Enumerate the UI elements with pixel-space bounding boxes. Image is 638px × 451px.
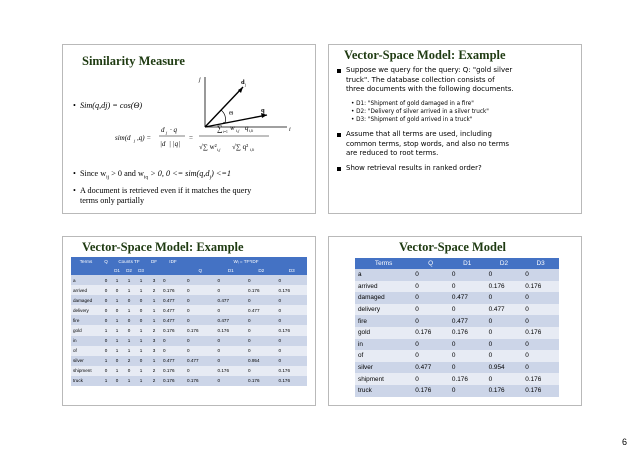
table-cell: 0: [412, 315, 449, 327]
table-cell: damaged: [71, 295, 101, 305]
table-cell: fire: [355, 315, 412, 327]
table-cell: of: [355, 350, 412, 362]
col-d2: D2: [123, 266, 135, 275]
table-cell: 0: [216, 356, 247, 366]
table-row: [71, 336, 307, 346]
table-row: [71, 275, 307, 285]
table-cell: 0: [486, 315, 523, 327]
table-cell: 0.477: [449, 292, 486, 304]
table-cell: 0.477: [412, 362, 449, 374]
table-cell: 0: [522, 339, 559, 351]
table-cell: 0.477: [161, 315, 185, 325]
table-cell: 0: [216, 305, 247, 315]
table-cell: 0: [449, 281, 486, 293]
table-cell: 0.176: [161, 285, 185, 295]
table-row: [71, 295, 307, 305]
table-cell: 0.176: [522, 373, 559, 385]
table-cell: 0: [216, 376, 247, 386]
table-cell: 0: [135, 305, 147, 315]
column-header: D3: [522, 258, 559, 269]
table-cell: truck: [355, 385, 412, 397]
svg-text:,q) =: ,q) =: [137, 134, 152, 142]
table-cell: 0.176: [161, 376, 185, 386]
table-cell: 1: [123, 376, 135, 386]
table-cell: arrived: [71, 285, 101, 295]
table-cell: 1: [147, 305, 161, 315]
table-cell: 0.176: [161, 325, 185, 335]
table-cell: 0.176: [216, 366, 247, 376]
doc-d3: • D3: "Shipment of gold arrived in a truck": [351, 117, 473, 123]
show-results-paragraph: Show retrieval results in ranked order?: [346, 164, 482, 172]
table-cell: 1: [111, 275, 123, 285]
table-cell: 1: [101, 356, 111, 366]
table-cell: 1: [123, 275, 135, 285]
vector-d-sub: j: [245, 82, 247, 87]
table-cell: shipment: [355, 373, 412, 385]
table-cell: 1: [123, 305, 135, 315]
table-row: [71, 325, 307, 335]
table-cell: 0: [246, 275, 277, 285]
table-cell: 0.477: [216, 295, 247, 305]
table-cell: 0: [246, 366, 277, 376]
table-cell: 0: [277, 356, 308, 366]
cosine-formula: [115, 118, 315, 164]
table-cell: 0.954: [246, 356, 277, 366]
table-cell: 0: [123, 295, 135, 305]
table-cell: a: [355, 269, 412, 281]
query-paragraph: Suppose we query for the query: Q: "gold silver truck". The database collection consists of three documents with the following documents.: [346, 66, 514, 94]
table-row: [71, 366, 307, 376]
table-cell: 0: [412, 350, 449, 362]
table-cell: 0.176: [185, 325, 216, 335]
table-cell: 0: [101, 285, 111, 295]
table-cell: 0: [111, 285, 123, 295]
table-cell: 0.176: [161, 366, 185, 376]
table-cell: gold: [71, 325, 101, 335]
table-cell: 0.477: [449, 315, 486, 327]
table-row: [355, 327, 559, 339]
table-cell: 0: [185, 305, 216, 315]
table-row: [355, 304, 559, 316]
table-row: [355, 385, 559, 397]
svg-text:i,j: i,j: [236, 128, 240, 133]
table-cell: 1: [135, 275, 147, 285]
table-cell: 1: [111, 325, 123, 335]
vector-d-label: d: [241, 79, 245, 86]
table-cell: 1: [111, 295, 123, 305]
table-cell: 3: [147, 275, 161, 285]
table-cell: 1: [135, 325, 147, 335]
table-cell: 0: [111, 356, 123, 366]
table-cell: 0.176: [412, 327, 449, 339]
table-cell: silver: [71, 356, 101, 366]
svg-text:n: n: [223, 121, 225, 125]
table-cell: 0: [216, 336, 247, 346]
table-cell: 0: [123, 315, 135, 325]
table-row: [355, 350, 559, 362]
table-cell: 0: [522, 304, 559, 316]
table-cell: 1: [111, 336, 123, 346]
table-cell: 0: [486, 373, 523, 385]
table-cell: 0.176: [412, 385, 449, 397]
table-cell: 0.176: [522, 327, 559, 339]
table-cell: 0: [101, 366, 111, 376]
slide-title: Vector-Space Model: [399, 240, 507, 254]
table-cell: 0.176: [277, 376, 308, 386]
table-cell: 0: [449, 362, 486, 374]
table-cell: 0.176: [277, 285, 308, 295]
table-cell: arrived: [355, 281, 412, 293]
table-cell: 0: [161, 275, 185, 285]
table-cell: 0: [412, 304, 449, 316]
table-cell: 0: [246, 315, 277, 325]
table-cell: 0: [277, 315, 308, 325]
table-cell: damaged: [355, 292, 412, 304]
table-cell: 0: [277, 305, 308, 315]
col-wd3: D3: [277, 266, 308, 275]
svg-text:|d: |d: [160, 140, 166, 148]
svg-text:=: =: [189, 134, 193, 142]
retrieved-bullet: • A document is retrieved even if it matches the query: [73, 186, 252, 195]
table-cell: 0: [135, 356, 147, 366]
page-number: 6: [622, 437, 628, 447]
table-cell: in: [71, 336, 101, 346]
table-cell: 1: [135, 376, 147, 386]
square-bullet: [337, 167, 341, 171]
table-cell: 1: [147, 356, 161, 366]
square-bullet: [337, 69, 341, 73]
col-idf: IDF: [161, 257, 185, 266]
table-cell: 0: [522, 350, 559, 362]
doc-d2: • D2: "Delivery of silver arrived in a silver truck": [351, 109, 489, 115]
col-d1: D1: [111, 266, 123, 275]
table-cell: 0: [246, 346, 277, 356]
table-row: [355, 362, 559, 374]
table-cell: 0.477: [216, 315, 247, 325]
column-header: D1: [449, 258, 486, 269]
assume-paragraph: Assume that all terms are used, including common terms, stop words, and also no terms are reduced to root terms.: [346, 130, 510, 158]
table-cell: 0: [522, 269, 559, 281]
table-cell: a: [71, 275, 101, 285]
table-row: [355, 339, 559, 351]
table-row: [355, 315, 559, 327]
table-cell: 0: [449, 385, 486, 397]
table-cell: 0: [486, 269, 523, 281]
table-cell: 0: [277, 295, 308, 305]
table-cell: 0: [412, 292, 449, 304]
table-cell: 0: [486, 350, 523, 362]
table-cell: 0: [123, 366, 135, 376]
table-cell: 0.176: [522, 281, 559, 293]
col-df: DF: [147, 257, 161, 266]
table-cell: in: [355, 339, 412, 351]
table-cell: 0.477: [161, 295, 185, 305]
table-cell: 0: [486, 327, 523, 339]
table-cell: 0.176: [246, 376, 277, 386]
svg-text:· q: · q: [170, 126, 177, 134]
table-cell: 1: [123, 285, 135, 295]
table-cell: 0: [486, 339, 523, 351]
table-cell: 3: [147, 346, 161, 356]
table-cell: 0: [101, 295, 111, 305]
table-cell: 0: [412, 373, 449, 385]
table-cell: 0: [277, 275, 308, 285]
table-cell: 0: [185, 315, 216, 325]
table-cell: delivery: [71, 305, 101, 315]
slide-similarity-measure: [62, 44, 316, 214]
table-cell: 0: [449, 339, 486, 351]
table-cell: delivery: [355, 304, 412, 316]
table-cell: 0.954: [486, 362, 523, 374]
angle-label: Θ: [229, 111, 234, 117]
table-cell: 0.176: [246, 285, 277, 295]
table-cell: 0: [185, 285, 216, 295]
table-cell: 0: [216, 346, 247, 356]
table-row: [71, 376, 307, 386]
table-cell: 0: [412, 281, 449, 293]
svg-text:q: q: [245, 124, 249, 132]
col-counts-tf: Counts TF: [111, 257, 147, 266]
table-cell: 0: [101, 315, 111, 325]
table-cell: 1: [135, 346, 147, 356]
since-bullet: • Since $w_{ij} > 0$ and $w_{iq} > 0$, $0 <= sim(q,d_j) <=1$: [73, 169, 231, 181]
table-cell: 0: [101, 336, 111, 346]
table-row: [71, 285, 307, 295]
svg-text:j: j: [166, 130, 168, 135]
table-cell: 0: [522, 315, 559, 327]
svg-text:i,k: i,k: [250, 147, 255, 152]
table-cell: 0.176: [277, 325, 308, 335]
weights-table: [355, 258, 559, 397]
table-cell: 0: [246, 336, 277, 346]
table-cell: silver: [355, 362, 412, 374]
table-cell: 0.176: [185, 376, 216, 386]
table-row: [355, 373, 559, 385]
slide-title: Similarity Measure: [82, 54, 185, 68]
svg-text:w: w: [230, 124, 235, 132]
tfidf-table: [71, 257, 307, 386]
table-cell: 0: [185, 336, 216, 346]
square-bullet: [337, 133, 341, 137]
table-cell: 1: [123, 336, 135, 346]
svg-text:d: d: [161, 126, 165, 134]
table-cell: 1: [135, 285, 147, 295]
table-cell: 2: [147, 325, 161, 335]
table-cell: 0.176: [216, 325, 247, 335]
table-cell: 0: [185, 366, 216, 376]
table-cell: 0.477: [246, 305, 277, 315]
svg-text:√∑ q²: √∑ q²: [232, 143, 249, 151]
table-cell: 0: [123, 325, 135, 335]
svg-text:√∑ w²: √∑ w²: [199, 143, 217, 151]
table-cell: 2: [147, 285, 161, 295]
table-cell: 1: [135, 366, 147, 376]
table-cell: 0: [101, 275, 111, 285]
table-cell: 0: [185, 275, 216, 285]
slide-title: Vector-Space Model: Example: [344, 48, 506, 62]
table-cell: 0: [111, 376, 123, 386]
table-cell: 1: [111, 346, 123, 356]
col-wq: Q: [185, 266, 216, 275]
col-d3: D3: [135, 266, 147, 275]
col-terms: Terms: [71, 257, 101, 266]
table-cell: 0: [185, 346, 216, 356]
table-cell: truck: [71, 376, 101, 386]
table-cell: 0: [246, 295, 277, 305]
table-cell: 0: [101, 346, 111, 356]
slide-vsm-weights: [328, 236, 582, 406]
axis-i-label: i: [289, 127, 291, 133]
table-cell: 0.477: [486, 304, 523, 316]
table-row: [71, 346, 307, 356]
svg-text:i,k: i,k: [249, 128, 254, 133]
table-cell: 0.477: [161, 305, 185, 315]
table-cell: 1: [147, 315, 161, 325]
table-cell: 0: [216, 275, 247, 285]
table-cell: 0: [135, 295, 147, 305]
table-cell: 2: [147, 376, 161, 386]
table-cell: 0: [449, 350, 486, 362]
column-header: Q: [412, 258, 449, 269]
table-cell: 0: [412, 269, 449, 281]
table-cell: 0.176: [449, 327, 486, 339]
table-cell: 1: [111, 315, 123, 325]
table-cell: 1: [123, 346, 135, 356]
svg-text:j: j: [134, 138, 136, 143]
slide-vsm-example-table: [62, 236, 316, 406]
table-cell: 0: [135, 315, 147, 325]
table-cell: 0: [486, 292, 523, 304]
table-cell: 3: [147, 336, 161, 346]
vector-q-label: q: [261, 107, 265, 114]
table-cell: 0: [449, 304, 486, 316]
table-row: [355, 269, 559, 281]
table-cell: 0.176: [277, 366, 308, 376]
table-cell: 0: [412, 339, 449, 351]
table-cell: shipment: [71, 366, 101, 376]
table-row: [355, 292, 559, 304]
table-cell: 1: [101, 325, 111, 335]
svg-text:sim(d: sim(d: [115, 134, 131, 142]
table-cell: 0: [161, 336, 185, 346]
table-cell: 0: [101, 305, 111, 315]
axis-j-label: j: [199, 77, 201, 83]
svg-text:∑: ∑: [217, 124, 223, 133]
table-cell: 2: [147, 366, 161, 376]
table-cell: 0: [185, 295, 216, 305]
table-row: [355, 281, 559, 293]
table-cell: 0: [216, 285, 247, 295]
doc-d1: • D1: "Shipment of gold damaged in a fire": [351, 101, 474, 107]
table-cell: 0.477: [161, 356, 185, 366]
svg-text:i=1: i=1: [223, 130, 228, 134]
slide-title: Vector-Space Model: Example: [82, 240, 244, 254]
table-cell: 1: [147, 295, 161, 305]
table-cell: 0.176: [486, 281, 523, 293]
table-cell: 0: [161, 346, 185, 356]
similarity-bullet: • Sim(q,dj) = cos(Θ): [73, 101, 143, 110]
retrieved-bullet-cont: terms only partially: [80, 196, 145, 205]
table-row: [71, 315, 307, 325]
col-q: Q: [101, 257, 111, 266]
table-row: [71, 356, 307, 366]
table-cell: 0: [246, 325, 277, 335]
table-cell: 0: [111, 305, 123, 315]
table-cell: of: [71, 346, 101, 356]
table-cell: 1: [101, 376, 111, 386]
column-header: Terms: [355, 258, 412, 269]
table-cell: 1: [135, 336, 147, 346]
table-cell: 0: [277, 336, 308, 346]
table-cell: 0: [522, 292, 559, 304]
slide-vsm-example-text: [328, 44, 582, 214]
table-cell: 0.477: [185, 356, 216, 366]
table-cell: 0: [277, 346, 308, 356]
table-cell: 2: [123, 356, 135, 366]
table-cell: 1: [111, 366, 123, 376]
table-cell: 0: [449, 269, 486, 281]
col-wi: Wᵢ = TF*IDF: [185, 257, 307, 266]
column-header: D2: [486, 258, 523, 269]
svg-text:i,j: i,j: [217, 147, 221, 152]
table-cell: 0: [522, 362, 559, 374]
table-row: [71, 305, 307, 315]
table-cell: 0.176: [486, 385, 523, 397]
table-cell: gold: [355, 327, 412, 339]
table-cell: 0.176: [449, 373, 486, 385]
svg-text:| |q|: | |q|: [169, 140, 181, 148]
table-cell: fire: [71, 315, 101, 325]
col-wd2: D2: [246, 266, 277, 275]
col-wd1: D1: [216, 266, 247, 275]
table-cell: 0.176: [522, 385, 559, 397]
